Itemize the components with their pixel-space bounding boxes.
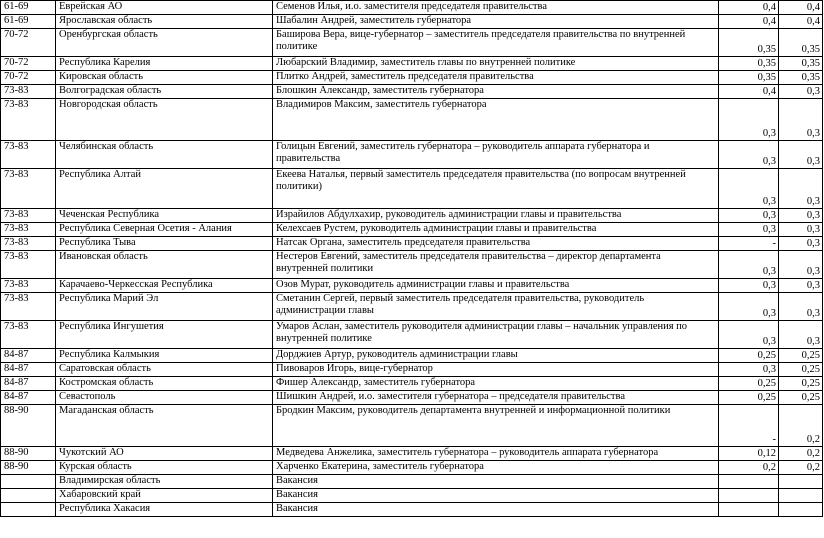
region-cell: Владимирская область: [56, 475, 273, 489]
table-row: [1, 223, 823, 237]
value-2-cell: 0,3: [779, 99, 823, 141]
person-cell: Вакансия: [273, 503, 719, 517]
value-2-cell: 0,3: [779, 85, 823, 99]
table-row: [1, 377, 823, 391]
value-1-cell: -: [719, 237, 779, 251]
region-cell: Республика Тыва: [56, 237, 273, 251]
value-2-cell: [779, 503, 823, 517]
rank-cell: 70-72: [1, 57, 56, 71]
region-cell: Еврейская АО: [56, 1, 273, 15]
person-cell: Плитко Андрей, заместитель председателя правительства: [273, 71, 719, 85]
value-2-cell: 0,3: [779, 251, 823, 279]
region-cell: Саратовская область: [56, 363, 273, 377]
value-1-cell: 0,3: [719, 223, 779, 237]
value-2-cell: 0,3: [779, 237, 823, 251]
region-cell: Волгоградская область: [56, 85, 273, 99]
rank-cell: 84-87: [1, 363, 56, 377]
table-row: [1, 169, 823, 209]
person-cell: Голицын Евгений, заместитель губернатора – руководитель аппарата губернатора и правительства: [273, 141, 719, 169]
region-cell: Курская область: [56, 461, 273, 475]
value-2-cell: 0,25: [779, 363, 823, 377]
value-1-cell: 0,35: [719, 29, 779, 57]
table-row: [1, 71, 823, 85]
value-1-cell: 0,25: [719, 391, 779, 405]
rank-cell: 73-83: [1, 251, 56, 279]
rank-cell: 88-90: [1, 447, 56, 461]
region-cell: Республика Марий Эл: [56, 293, 273, 321]
rank-cell: 73-83: [1, 141, 56, 169]
value-1-cell: 0,2: [719, 461, 779, 475]
table-row: [1, 503, 823, 517]
region-cell: Республика Алтай: [56, 169, 273, 209]
value-1-cell: 0,35: [719, 57, 779, 71]
rank-cell: 73-83: [1, 321, 56, 349]
value-2-cell: 0,4: [779, 15, 823, 29]
region-cell: Республика Карелия: [56, 57, 273, 71]
person-cell: Блошкин Александр, заместитель губернатора: [273, 85, 719, 99]
value-1-cell: 0,4: [719, 85, 779, 99]
table-row: [1, 15, 823, 29]
value-1-cell: 0,3: [719, 99, 779, 141]
value-2-cell: 0,3: [779, 223, 823, 237]
region-cell: Республика Хакасия: [56, 503, 273, 517]
person-cell: Любарский Владимир, заместитель главы по внутренней политике: [273, 57, 719, 71]
rank-cell: [1, 489, 56, 503]
rank-cell: [1, 503, 56, 517]
table-row: [1, 461, 823, 475]
value-2-cell: 0,35: [779, 29, 823, 57]
table-row: [1, 57, 823, 71]
region-cell: Чеченская Республика: [56, 209, 273, 223]
region-cell: Карачаево-Черкесская Республика: [56, 279, 273, 293]
value-1-cell: [719, 475, 779, 489]
value-1-cell: 0,3: [719, 141, 779, 169]
region-cell: Хабаровский край: [56, 489, 273, 503]
table-row: [1, 237, 823, 251]
rank-cell: 70-72: [1, 71, 56, 85]
person-cell: Владимиров Максим, заместитель губернатора: [273, 99, 719, 141]
person-cell: Пивоваров Игорь, вице-губернатор: [273, 363, 719, 377]
rank-cell: 73-83: [1, 223, 56, 237]
value-2-cell: 0,25: [779, 391, 823, 405]
region-cell: Костромская область: [56, 377, 273, 391]
person-cell: Натсак Органа, заместитель председателя правительства: [273, 237, 719, 251]
value-1-cell: -: [719, 405, 779, 447]
region-cell: Республика Ингушетия: [56, 321, 273, 349]
person-cell: Келехсаев Рустем, руководитель администрации главы и правительства: [273, 223, 719, 237]
value-2-cell: 0,3: [779, 209, 823, 223]
table-row: [1, 279, 823, 293]
rank-cell: 84-87: [1, 377, 56, 391]
person-cell: Вакансия: [273, 475, 719, 489]
table-row: [1, 349, 823, 363]
person-cell: Баширова Вера, вице-губернатор – заместитель председателя правительства по внутренней политике: [273, 29, 719, 57]
rank-cell: 70-72: [1, 29, 56, 57]
rank-cell: [1, 475, 56, 489]
person-cell: Дорджиев Артур, руководитель администрации главы: [273, 349, 719, 363]
value-2-cell: 0,2: [779, 461, 823, 475]
person-cell: Шишкин Андрей, и.о. заместителя губернатора – председателя правительства: [273, 391, 719, 405]
region-cell: Оренбургская область: [56, 29, 273, 57]
table-row: [1, 29, 823, 57]
region-cell: Магаданская область: [56, 405, 273, 447]
person-cell: Екеева Наталья, первый заместитель председателя правительства (по вопросам внутренней политики): [273, 169, 719, 209]
table-row: [1, 99, 823, 141]
person-cell: Сметанин Сергей, первый заместитель председателя правительства, руководитель администрации главы: [273, 293, 719, 321]
value-1-cell: 0,25: [719, 377, 779, 391]
value-1-cell: 0,3: [719, 279, 779, 293]
table-row: [1, 293, 823, 321]
table-row: [1, 141, 823, 169]
value-2-cell: [779, 475, 823, 489]
table-row: [1, 405, 823, 447]
value-1-cell: 0,3: [719, 209, 779, 223]
value-1-cell: [719, 489, 779, 503]
person-cell: Семенов Илья, и.о. заместителя председателя правительства: [273, 1, 719, 15]
value-2-cell: 0,25: [779, 349, 823, 363]
value-2-cell: 0,35: [779, 57, 823, 71]
table-row: [1, 1, 823, 15]
value-2-cell: 0,3: [779, 279, 823, 293]
region-cell: Челябинская область: [56, 141, 273, 169]
rank-cell: 73-83: [1, 85, 56, 99]
rank-cell: 73-83: [1, 293, 56, 321]
region-cell: Севастополь: [56, 391, 273, 405]
table-row: [1, 391, 823, 405]
table-row: [1, 363, 823, 377]
value-1-cell: 0,4: [719, 15, 779, 29]
value-2-cell: 0,2: [779, 447, 823, 461]
table-row: [1, 447, 823, 461]
rank-cell: 73-83: [1, 237, 56, 251]
value-2-cell: 0,35: [779, 71, 823, 85]
person-cell: Шабалин Андрей, заместитель губернатора: [273, 15, 719, 29]
region-cell: Ивановская область: [56, 251, 273, 279]
table-row: [1, 251, 823, 279]
region-cell: Ярославская область: [56, 15, 273, 29]
table-row: [1, 209, 823, 223]
person-cell: Вакансия: [273, 489, 719, 503]
table-row: [1, 475, 823, 489]
rank-cell: 88-90: [1, 461, 56, 475]
person-cell: Фишер Александр, заместитель губернатора: [273, 377, 719, 391]
value-2-cell: 0,3: [779, 169, 823, 209]
value-1-cell: 0,4: [719, 1, 779, 15]
person-cell: Медведева Анжелика, заместитель губернатора – руководитель аппарата губернатора: [273, 447, 719, 461]
value-1-cell: [719, 503, 779, 517]
region-cell: Чукотский АО: [56, 447, 273, 461]
value-2-cell: 0,3: [779, 141, 823, 169]
person-cell: Бродкин Максим, руководитель департамента внутренней и информационной политики: [273, 405, 719, 447]
value-1-cell: 0,3: [719, 251, 779, 279]
value-1-cell: 0,35: [719, 71, 779, 85]
table-row: [1, 321, 823, 349]
person-cell: Озов Мурат, руководитель администрации главы и правительства: [273, 279, 719, 293]
rank-cell: 88-90: [1, 405, 56, 447]
value-2-cell: 0,3: [779, 321, 823, 349]
value-2-cell: 0,4: [779, 1, 823, 15]
value-1-cell: 0,3: [719, 169, 779, 209]
value-1-cell: 0,12: [719, 447, 779, 461]
value-2-cell: [779, 489, 823, 503]
value-1-cell: 0,3: [719, 293, 779, 321]
region-cell: Кировская область: [56, 71, 273, 85]
value-2-cell: 0,2: [779, 405, 823, 447]
rank-cell: 73-83: [1, 169, 56, 209]
value-2-cell: 0,25: [779, 377, 823, 391]
rank-cell: 61-69: [1, 1, 56, 15]
table-row: [1, 85, 823, 99]
value-1-cell: 0,25: [719, 349, 779, 363]
rank-cell: 61-69: [1, 15, 56, 29]
table-row: [1, 489, 823, 503]
person-cell: Нестеров Евгений, заместитель председателя правительства – директор департамента внутренней политики: [273, 251, 719, 279]
value-1-cell: 0,3: [719, 321, 779, 349]
region-cell: Республика Калмыкия: [56, 349, 273, 363]
value-1-cell: 0,3: [719, 363, 779, 377]
rank-cell: 73-83: [1, 209, 56, 223]
person-cell: Харченко Екатерина, заместитель губернатора: [273, 461, 719, 475]
rank-cell: 73-83: [1, 99, 56, 141]
person-cell: Израйилов Абдулхахир, руководитель администрации главы и правительства: [273, 209, 719, 223]
person-cell: Умаров Аслан, заместитель руководителя администрации главы – начальник управления по внутренней политике: [273, 321, 719, 349]
region-cell: Республика Северная Осетия - Алания: [56, 223, 273, 237]
rank-cell: 84-87: [1, 391, 56, 405]
value-2-cell: 0,3: [779, 293, 823, 321]
rank-cell: 73-83: [1, 279, 56, 293]
region-cell: Новгородская область: [56, 99, 273, 141]
rank-cell: 84-87: [1, 349, 56, 363]
